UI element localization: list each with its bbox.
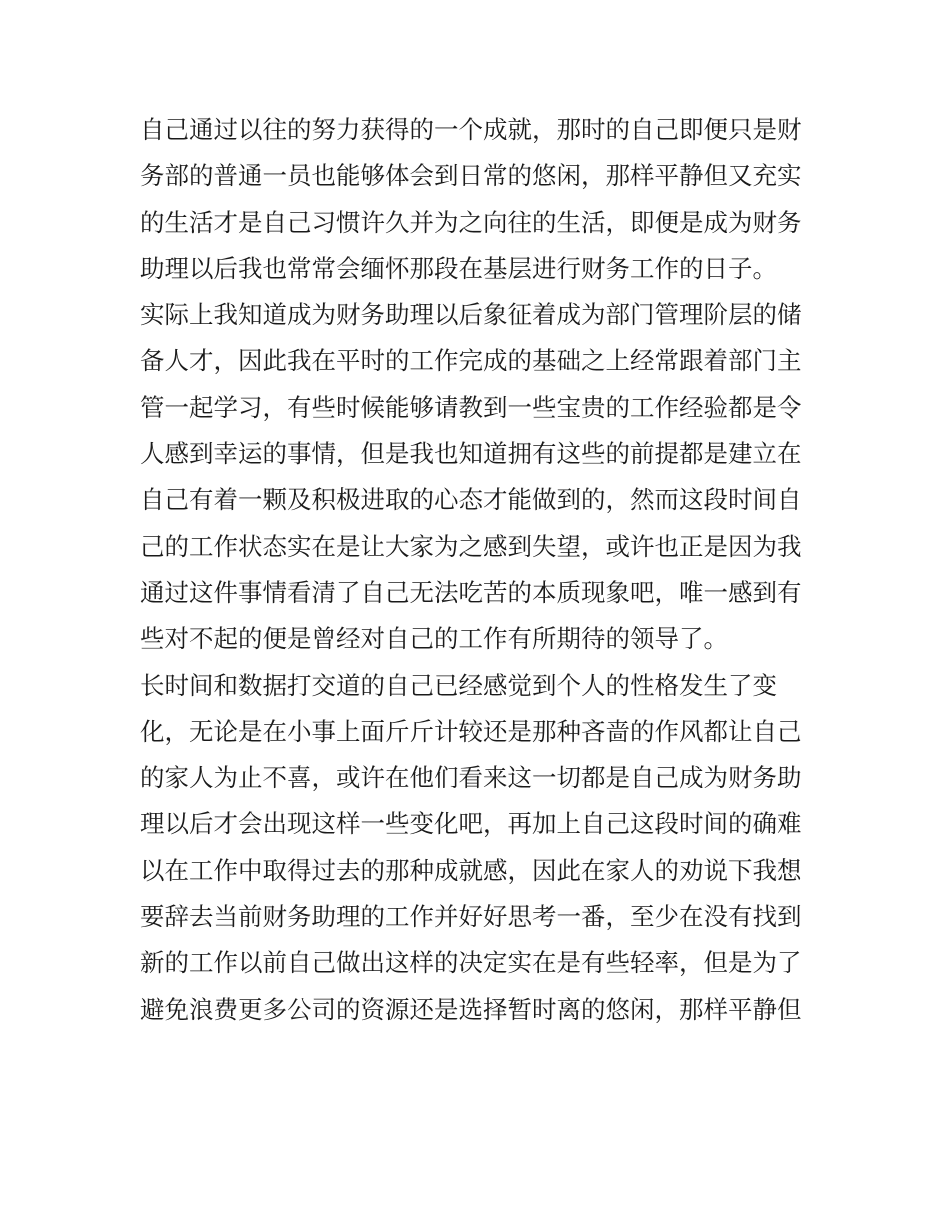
text-line: 以在工作中取得过去的那种成就感，因此在家人的劝说下我想 [140, 855, 802, 885]
paragraph-3 [140, 663, 815, 1033]
text-line: 备人才，因此我在平时的工作完成的基础之上经常跟着部门主 [140, 346, 802, 376]
text-line: 化，无论是在小事上面斤斤计较还是那种吝啬的作风都让自己 [140, 716, 802, 746]
text-line: 的家人为止不喜，或许在他们看来这一切都是自己成为财务助 [140, 763, 802, 793]
text-line: 些对不起的便是曾经对自己的工作有所期待的领导了。 [140, 624, 728, 654]
text-line: 务部的普通一员也能够体会到日常的悠闲，那样平静但又充实 [140, 161, 802, 191]
text-line: 管一起学习，有些时候能够请教到一些宝贵的工作经验都是令 [140, 392, 802, 422]
text-line: 自己通过以往的努力获得的一个成就，那时的自己即便只是财 [140, 115, 802, 144]
text-line: 的生活才是自己习惯许久并为之向往的生活，即便是成为财务 [140, 207, 802, 237]
text-line: 通过这件事情看清了自己无法吃苦的本质现象吧，唯一感到有 [140, 577, 802, 607]
text-line: 自己有着一颗及积极进取的心态才能做到的，然而这段时间自 [140, 485, 802, 515]
text-line: 助理以后我也常常会缅怀那段在基层进行财务工作的日子。 [140, 253, 777, 283]
text-line: 人感到幸运的事情，但是我也知道拥有这些的前提都是建立在 [140, 439, 802, 469]
text-line: 避免浪费更多公司的资源还是选择暂时离的悠闲，那样平静但 [140, 994, 802, 1024]
text-line: 要辞去当前财务助理的工作并好好思考一番，至少在没有找到 [140, 902, 802, 932]
text-line: 长时间和数据打交道的自己已经感觉到个人的性格发生了变 [140, 670, 777, 700]
text-line: 实际上我知道成为财务助理以后象征着成为部门管理阶层的储 [140, 300, 802, 330]
text-line: 新的工作以前自己做出这样的决定实在是有些轻率，但是为了 [140, 948, 802, 978]
paragraph-2 [140, 292, 815, 662]
text-line: 己的工作状态实在是让大家为之感到失望，或许也正是因为我 [140, 531, 802, 561]
text-line: 理以后才会出现这样一些变化吧，再加上自己这段时间的确难 [140, 809, 802, 839]
text-column [140, 107, 815, 1033]
paragraph-1 [140, 107, 815, 292]
